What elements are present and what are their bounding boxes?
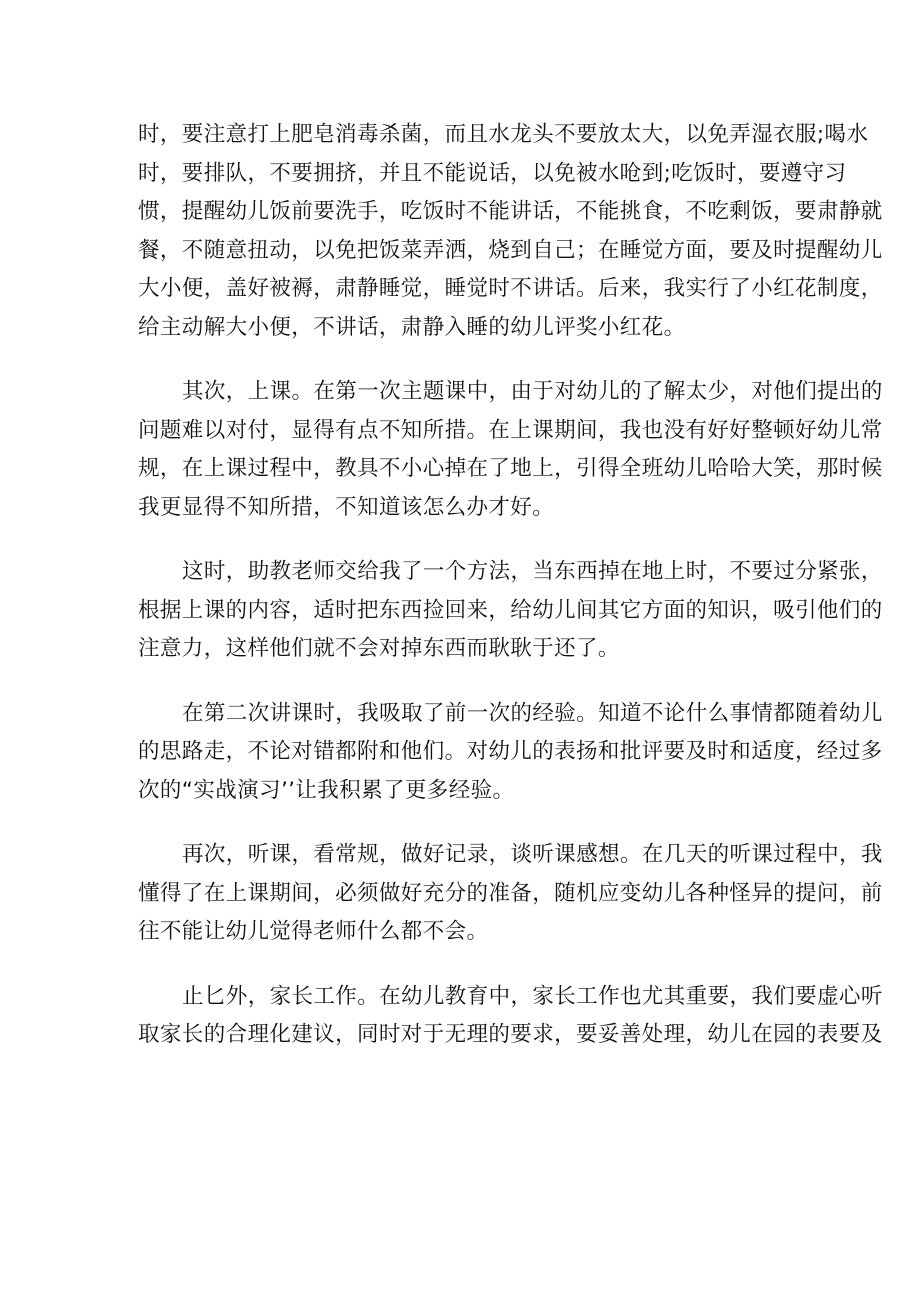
text-line: 取家长的合理化建议，同时对于无理的要求，要妥善处理，幼儿在园的表要及 — [138, 1022, 883, 1047]
text-line: 规，在上课过程中，教具不小心掉在了地上，引得全班幼儿哈哈大笑，那时候 — [138, 456, 883, 481]
paragraph-5 — [138, 836, 883, 952]
text-line: 给主动解大小便，不讲话，肃静入睡的幼儿评奖小红花。 — [138, 314, 686, 340]
text-line: 的思路走，不论对错都附和他们。对幼儿的表扬和批评要及时和适度，经过多 — [138, 739, 883, 764]
text-line: 注意力，这样他们就不会对掉东西而耿耿于还了。 — [138, 636, 620, 661]
paragraph-3 — [138, 553, 883, 669]
text-line: 往不能让幼儿觉得老师什么都不会。 — [138, 919, 489, 944]
text-line: 问题难以对付，显得有点不知所措。在上课期间，我也没有好好整顿好幼儿常 — [138, 417, 883, 443]
text-line: 其次，上课。在第一次主题课中，由于对幼儿的了解太少，对他们提出的 — [182, 379, 883, 404]
text-line: 时，要排队，不要拥挤，并且不能说话，以免被水呛到;吃饭时，要遵守习 — [138, 160, 847, 186]
text-line: 次的“实战演习’’让我积累了更多经验。 — [138, 777, 515, 803]
paragraph-6 — [138, 978, 883, 1055]
text-line: 再次，听课，看常规，做好记录，谈听课感想。在几天的听课过程中，我 — [182, 842, 883, 867]
paragraph-2 — [138, 373, 883, 527]
text-line: 大小便，盖好被褥，肃静睡觉，睡觉时不讲话。后来，我实行了小红花制度， — [138, 276, 883, 301]
text-line: 在第二次讲课时，我吸取了前一次的经验。知道不论什么事情都随着幼儿 — [182, 700, 883, 726]
text-line: 懂得了在上课期间，必须做好充分的准备，随机应变幼儿各种怪异的提问，前 — [138, 880, 883, 906]
paragraph-1 — [138, 116, 883, 347]
text-line: 我更显得不知所措，不知道该怎么办才好。 — [138, 494, 555, 520]
text-line: 惯，提醒幼儿饭前要洗手，吃饭时不能讲话，不能挑食，不吃剩饭，要肃静就 — [138, 199, 883, 224]
text-line: 餐，不随意扭动，以免把饭菜弄洒，烧到自己；在睡觉方面，要及时提醒幼儿 — [138, 237, 883, 263]
text-line: 这时，助教老师交给我了一个方法，当东西掉在地上时，不要过分紧张， — [182, 559, 883, 584]
text-line: 止匕外，家长工作。在幼儿教育中，家长工作也尤其重要，我们要虚心听 — [182, 983, 883, 1009]
document-body — [138, 116, 883, 1081]
text-line: 时，要注意打上肥皂消毒杀菌，而且水龙头不要放太大，以免弄湿衣服;喝水 — [138, 122, 869, 147]
text-line: 根据上课的内容，适时把东西捡回来，给幼儿间其它方面的知识，吸引他们的 — [138, 597, 883, 623]
paragraph-4 — [138, 695, 883, 811]
